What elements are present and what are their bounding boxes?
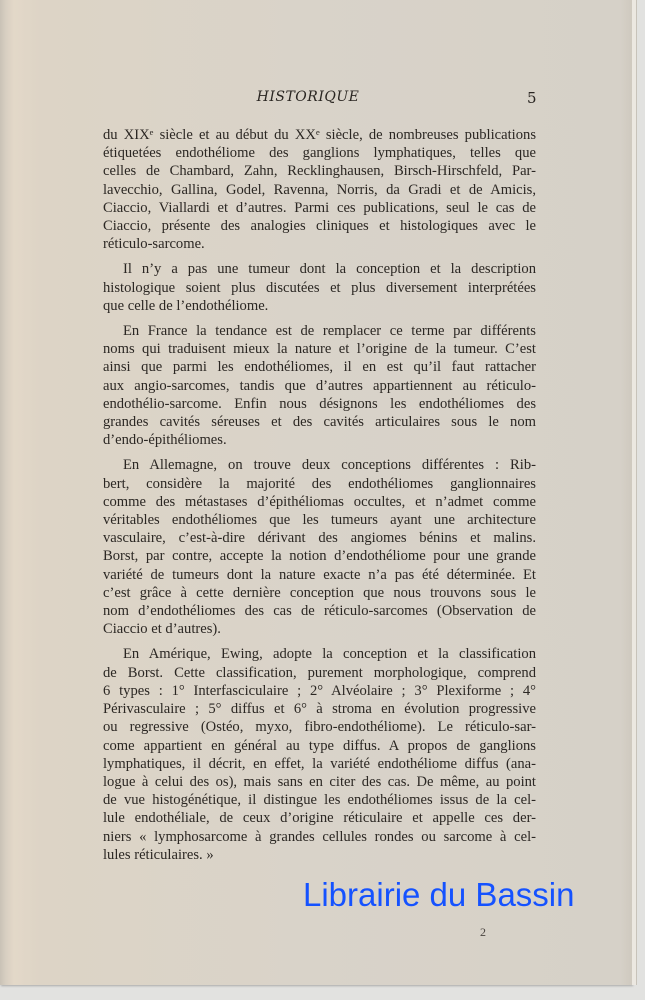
text-line: ou regressive (Ostéo, myxo, fibro-endothéliome). Le réticulo-sar- bbox=[103, 719, 536, 736]
text-line: Périvasculaire ; 5° diffus et 6° à stroma en évolution progressive bbox=[103, 701, 536, 718]
text-line: d’endo-épithéliomes. bbox=[103, 432, 227, 449]
paragraph bbox=[103, 126, 536, 253]
text-line: comme des métastases d’épithéliomas occultes, et n’admet comme bbox=[103, 493, 536, 510]
text-line: de Borst. Cette classification, purement morphologique, comprend bbox=[103, 664, 536, 681]
text-line: aux angio-sarcomes, tandis que d’autres appartiennent au réticulo- bbox=[103, 377, 536, 394]
text-line: Ciaccio, présente des analogies cliniques et histologiques avec le bbox=[103, 218, 536, 235]
text-line: réticulo-sarcome. bbox=[103, 236, 205, 253]
paragraph bbox=[103, 322, 536, 449]
text-line: En Amérique, Ewing, adopte la conception et la classification bbox=[123, 646, 536, 663]
text-line: endothélio-sarcome. Enfin nous désignons les endothéliomes des bbox=[103, 395, 536, 412]
running-header-title: HISTORIQUE bbox=[256, 89, 360, 105]
text-line: 6 types : 1° Interfasciculaire ; 2° Alvéolaire ; 3° Plexiforme ; 4° bbox=[103, 682, 536, 699]
page-number: 5 bbox=[527, 89, 537, 107]
text-line: En Allemagne, on trouve deux conceptions différentes : Rib- bbox=[123, 457, 536, 474]
text-line: celles de Chambard, Zahn, Recklinghausen, Birsch-Hirschfeld, Par- bbox=[103, 163, 536, 180]
paragraph bbox=[103, 645, 536, 863]
text-line: Ciaccio, Viallardi et d’autres. Parmi ces publications, seul le cas de bbox=[103, 199, 536, 216]
text-line: variété de tumeurs dont la nature exacte n’a pas été déterminée. Et bbox=[103, 566, 536, 583]
text-line: grandes cavités séreuses et des cavités articulaires sous le nom bbox=[103, 414, 536, 431]
text-line: de vue histogénétique, il distingue les endothéliomes issus de la cel- bbox=[103, 792, 536, 809]
paragraph bbox=[103, 456, 536, 638]
text-line: Il n’y a pas une tumeur dont la conception et la description bbox=[123, 261, 536, 278]
page-edge bbox=[632, 0, 637, 985]
text-line: étiquetées endothéliome des ganglions lymphatiques, telles que bbox=[103, 145, 536, 162]
paragraph bbox=[103, 260, 536, 315]
text-line: logue à celui des os), mais sans en citer des cas. De même, au point bbox=[103, 773, 536, 790]
text-line: niers « lymphosarcome à grandes cellules rondes ou sarcome à cel- bbox=[103, 828, 536, 845]
text-line: come appartient en général au type diffus. A propos de ganglions bbox=[103, 737, 536, 754]
text-line: ainsi que parmi les endothéliomes, il en est qu’il faut rattacher bbox=[103, 359, 536, 376]
text-line: c’est grâce à cette dernière conception que nous trouvons sous le bbox=[103, 584, 536, 601]
text-line: lule endothéliale, de ceux d’origine réticulaire et appelle ces der- bbox=[103, 810, 536, 827]
text-line: lavecchio, Gallina, Godel, Ravenna, Norris, da Gradi et de Amicis, bbox=[103, 181, 536, 198]
watermark: Librairie du Bassin bbox=[303, 876, 575, 913]
text-line: du XIXᵉ siècle et au début du XXᵉ siècle, de nombreuses publications bbox=[103, 127, 536, 143]
text-line: vasculaire, c’est-à-dire dérivant des angiomes bénins et malins. bbox=[103, 530, 536, 547]
body-text bbox=[103, 126, 536, 871]
text-line: histologique soient plus discutées et plus diversement interprétées bbox=[103, 279, 536, 296]
text-line: lules réticulaires. » bbox=[103, 846, 214, 863]
text-line: En France la tendance est de remplacer ce terme par différents bbox=[123, 323, 536, 340]
text-line: noms qui traduisent mieux la nature et l’origine de la tumeur. C’est bbox=[103, 341, 536, 358]
text-line: nom d’endothéliomes des cas de réticulo-sarcomes (Observation de bbox=[103, 603, 536, 620]
text-line: lymphatiques, il décrit, en effet, la variété endothéliome diffus (ana- bbox=[103, 755, 536, 772]
text-line: Ciaccio et d’autres). bbox=[103, 621, 221, 638]
text-line: bert, considère la majorité des endothéliomes ganglionnaires bbox=[103, 475, 536, 492]
text-line: Borst, par contre, accepte la notion d’endothéliome pour une grande bbox=[103, 548, 536, 565]
signature-mark: 2 bbox=[480, 925, 486, 939]
text-line: véritables endothéliomes que les tumeurs ayant une architecture bbox=[103, 512, 536, 529]
text-line: que celle de l’endothéliome. bbox=[103, 297, 269, 314]
